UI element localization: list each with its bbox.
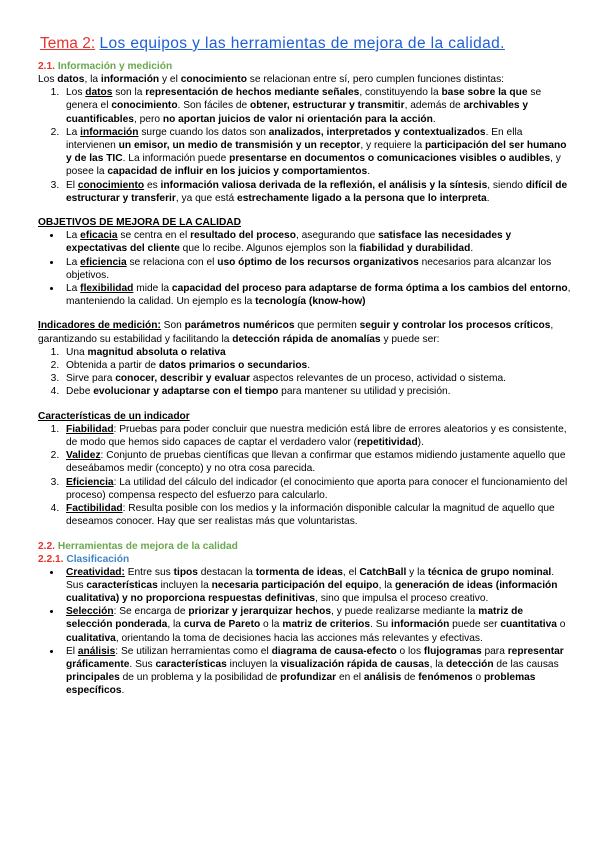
list-item: 3. Sirve para conocer, describir y evaluar aspectos relevantes de un proceso, actividad o sistema. [62, 372, 572, 385]
indicadores-heading: Indicadores de medición: [38, 320, 161, 332]
list-item: 1. Los datos son la representación de hechos mediante señales, constituyendo la base sobre la que se genera el conocimiento. Son fáciles de obtener, estructurar y transmitir, además de archivables y cuantificables, pero no aportan juicios de valor ni orientación para la acción. [62, 86, 572, 126]
list-item: 1. Una magnitud absoluta o relativa [62, 346, 572, 359]
clasificacion-list [38, 566, 572, 698]
caracteristicas-section [38, 410, 572, 529]
indicadores-intro: Indicadores de medición: Son parámetros numéricos que permiten seguir y controlar los procesos críticos, garantizando su estabilidad y facilitando la detección rápida de anomalías y puede ser: [38, 320, 554, 345]
list-item: 1. Fiabilidad: Pruebas para poder concluir que nuestra medición está libre de errores aleatorios y es consistente, de modo que hemos sido capaces de captar el verdadero valor (repetitividad). [62, 423, 572, 449]
list-item: • Selección: Se encarga de priorizar y jerarquizar hechos, y puede realizarse mediante la matriz de selección ponderada, la curva de Pareto o la matriz de criterios. Su información puede ser cuantitativa o cualitativa, orientando la toma de decisiones hacia las acciones más relevantes y efectivas. [62, 605, 572, 645]
heading-2-1: 2.1. Información y medición [38, 61, 173, 72]
list-2-1 [38, 86, 572, 205]
list-item: 2. La información surge cuando los datos son analizados, interpretados y contextualizados. En ella intervienen un emisor, un medio de transmisión y un receptor, y requiere la participación del ser humano y de las TIC. La información puede presentarse en documentos o comunicaciones visibles o audibles, y posee la capacidad de influir en los juicios y comportamientos. [62, 126, 572, 179]
caracteristicas-heading: Características de un indicador [38, 410, 190, 422]
section-2-2 [38, 540, 572, 698]
list-item: • La eficacia se centra en el resultado del proceso, asegurando que satisface las necesidades y expectativas del cliente que lo recibe. Algunos ejemplos son la fiabilidad y durabilidad. [62, 229, 572, 255]
heading-2-2-1: 2.2.1. Clasificación [38, 553, 130, 565]
objetivos-heading: OBJETIVOS DE MEJORA DE LA CALIDAD [38, 217, 242, 229]
indicadores-section [38, 319, 572, 398]
caracteristicas-list [38, 423, 572, 529]
list-item: • El análisis: Se utilizan herramientas como el diagrama de causa-efecto o los flujogramas para representar gráficamente. Sus características incluyen la visualización rápida de causas, la detección de las causas principales de un problema y la posibilidad de profundizar en el análisis de fenómenos o problemas específicos. [62, 645, 572, 698]
heading-2-2: 2.2. Herramientas de mejora de la calidad [38, 540, 238, 552]
list-item: • La eficiencia se relaciona con el uso óptimo de los recursos organizativos necesarios para alcanzar los objetivos. [62, 256, 572, 282]
list-item: 3. Eficiencia: La utilidad del cálculo del indicador (el conocimiento que aporta para conocer el funcionamiento del proceso) compensa respecto del esfuerzo para calcularlo. [62, 476, 572, 502]
objetivos-section [38, 216, 572, 308]
list-item: 2. Obtenida a partir de datos primarios o secundarios. [62, 359, 572, 372]
list-item: 3. El conocimiento es información valiosa derivada de la reflexión, el análisis y la síntesis, siendo difícil de estructurar y transferir, ya que está estrechamente ligado a la persona que lo interpreta. [62, 179, 572, 205]
title-text: Los equipos y las herramientas de mejora de la calidad. [99, 35, 505, 52]
list-item: 4. Factibilidad: Resulta posible con los medios y la información disponible calcular la magnitud de aquello que deseamos conocer. Hay que ser realistas más que voluntaristas. [62, 502, 572, 528]
list-item: 4. Debe evolucionar y adaptarse con el tiempo para mantener su utilidad y precisión. [62, 385, 572, 398]
title-prefix: Tema 2: [40, 35, 96, 52]
list-item: • Creatividad: Entre sus tipos destacan la tormenta de ideas, el CatchBall y la técnica de grupo nominal. Sus características incluyen la necesaria participación del equipo, la generación de ideas (información cualitativa) y no proporciona respuestas definitivas, sino que impulsa el proceso creativo. [62, 566, 572, 606]
indicadores-list [38, 346, 572, 399]
page-title [40, 34, 572, 54]
list-item: • La flexibilidad mide la capacidad del proceso para adaptarse de forma óptima a los cambios del entorno, manteniendo la calidad. Un ejemplo es la tecnología (know-how) [62, 282, 572, 308]
list-item: 2. Validez: Conjunto de pruebas científicas que llevan a confirmar que estamos midiendo justamente aquello que deseábamos medir (concepto) y no otra cosa parecida. [62, 449, 572, 475]
intro-2-1: Los datos, la información y el conocimiento se relacionan entre sí, pero cumplen funciones distintas: [38, 74, 505, 85]
objetivos-list [38, 229, 572, 308]
